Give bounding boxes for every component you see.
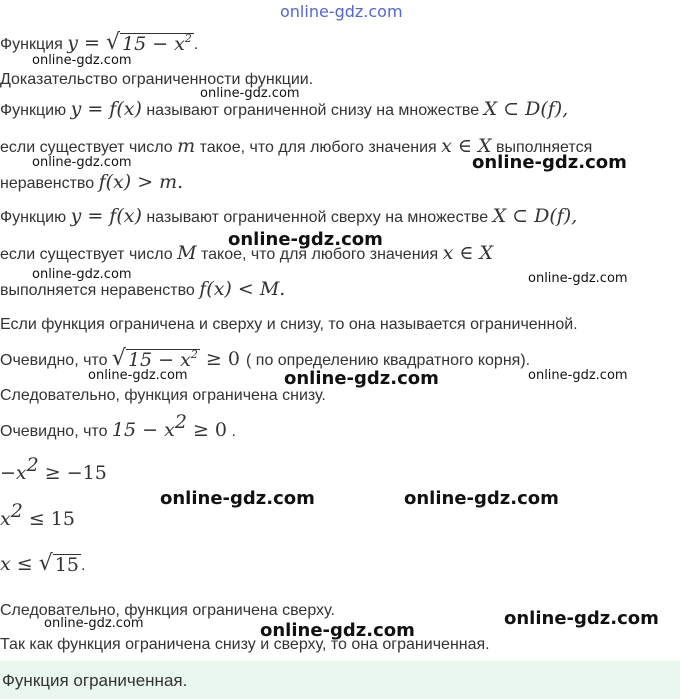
inequality-line-2: [0, 454, 107, 485]
watermark: online-gdz.com: [504, 608, 659, 629]
text: такое, что для любого значения: [201, 246, 439, 263]
math: ≥ 0: [199, 348, 246, 370]
watermark: online-gdz.com: [32, 267, 132, 282]
text: Очевидно, что: [0, 423, 108, 440]
text: выполняется: [496, 139, 593, 156]
text: Очевидно, что: [0, 352, 108, 369]
watermark: online-gdz.com: [260, 620, 415, 641]
watermark: online-gdz.com: [160, 488, 315, 509]
math: f(x) < M.: [199, 278, 286, 300]
bounded-definition: Если функция ограничена и сверху и снизу, то она называется ограниченной.: [0, 316, 578, 333]
math: x ∈ X: [442, 242, 493, 264]
watermark: online-gdz.com: [200, 86, 300, 101]
text: такое, что для любого значения: [199, 139, 437, 156]
bounded-below-conclusion: Следовательно, функция ограничена снизу.: [0, 387, 326, 404]
period: .: [80, 557, 86, 574]
math: y = f(x): [70, 205, 142, 227]
text: если существует число: [0, 246, 173, 263]
text: называют ограниченной сверху на множестве: [146, 209, 489, 226]
exponent: 2: [10, 500, 23, 522]
answer-box: [0, 661, 680, 699]
upper-bound-definition-line3: [0, 279, 285, 301]
math: x ≤: [0, 553, 39, 575]
exponent: 2: [26, 454, 39, 476]
radicand: 15 − x: [127, 349, 191, 371]
text: называют ограниченной снизу на множестве: [146, 102, 480, 119]
math-equals: =: [77, 32, 106, 54]
text: неравенство: [0, 175, 95, 192]
radicand: 15 − x: [121, 33, 185, 55]
math: f(x) > m.: [98, 171, 184, 193]
math: ≤ 15: [22, 508, 75, 530]
math-y: y: [67, 32, 78, 54]
text: если существует число: [0, 139, 173, 156]
period: .: [193, 36, 199, 53]
math: ≥ −15: [38, 462, 107, 484]
sqrt-expression: √ $15 - x^2$: [105, 30, 192, 55]
math: X ⊂ D(f),: [492, 205, 578, 227]
math: X ⊂ D(f),: [483, 98, 569, 120]
text-function: Функция: [0, 36, 63, 53]
watermark: online-gdz.com: [528, 271, 628, 286]
radicand: 15: [54, 554, 79, 576]
text: Функцию: [0, 209, 67, 226]
math: M: [177, 242, 197, 264]
watermark: online-gdz.com: [528, 368, 628, 383]
function-definition-line: [0, 32, 198, 55]
text: Функцию: [0, 102, 67, 119]
final-reasoning: Так как функция ограничена снизу и сверху, то она ограниченная.: [0, 636, 490, 653]
exponent: 2: [174, 411, 187, 433]
math: ≥ 0: [186, 419, 228, 441]
proof-heading: Доказательство ограниченности функции.: [0, 71, 314, 88]
inequality-line-4: [0, 553, 85, 576]
bounded-above-conclusion: Следовательно, функция ограничена сверху.: [0, 602, 335, 619]
math: 15 − x: [111, 419, 175, 441]
watermark: online-gdz.com: [228, 229, 383, 250]
watermark: online-gdz.com: [284, 368, 439, 389]
lower-bound-definition-line1: [0, 99, 568, 121]
site-header-watermark: online-gdz.com: [280, 2, 403, 21]
upper-bound-definition-line1: [0, 206, 577, 228]
period: .: [227, 423, 236, 440]
text: ( по определению квадратного корня).: [246, 352, 531, 369]
math: x: [0, 508, 11, 530]
math: y = f(x): [70, 98, 142, 120]
watermark: online-gdz.com: [404, 488, 559, 509]
lower-bound-definition-line3: [0, 172, 183, 194]
text: выполняется неравенство: [0, 282, 195, 299]
math: −x: [0, 462, 27, 484]
inequality-line-3: [0, 500, 75, 531]
inequality-line-1: [0, 411, 236, 442]
sqrt-expression: √ $15 - x^2$: [111, 346, 198, 371]
nonnegative-root-line: [0, 348, 530, 371]
watermark: online-gdz.com: [44, 616, 144, 631]
answer-text: Функция ограниченная.: [2, 671, 188, 690]
sqrt-expression: √ 15: [38, 551, 79, 576]
watermark: online-gdz.com: [32, 155, 132, 170]
math: x ∈ X: [441, 135, 492, 157]
watermark: online-gdz.com: [32, 53, 132, 68]
math: m: [177, 135, 196, 157]
watermark: online-gdz.com: [88, 368, 188, 383]
watermark: online-gdz.com: [472, 152, 627, 173]
exponent: 2: [190, 348, 198, 361]
exponent: 2: [184, 32, 192, 45]
